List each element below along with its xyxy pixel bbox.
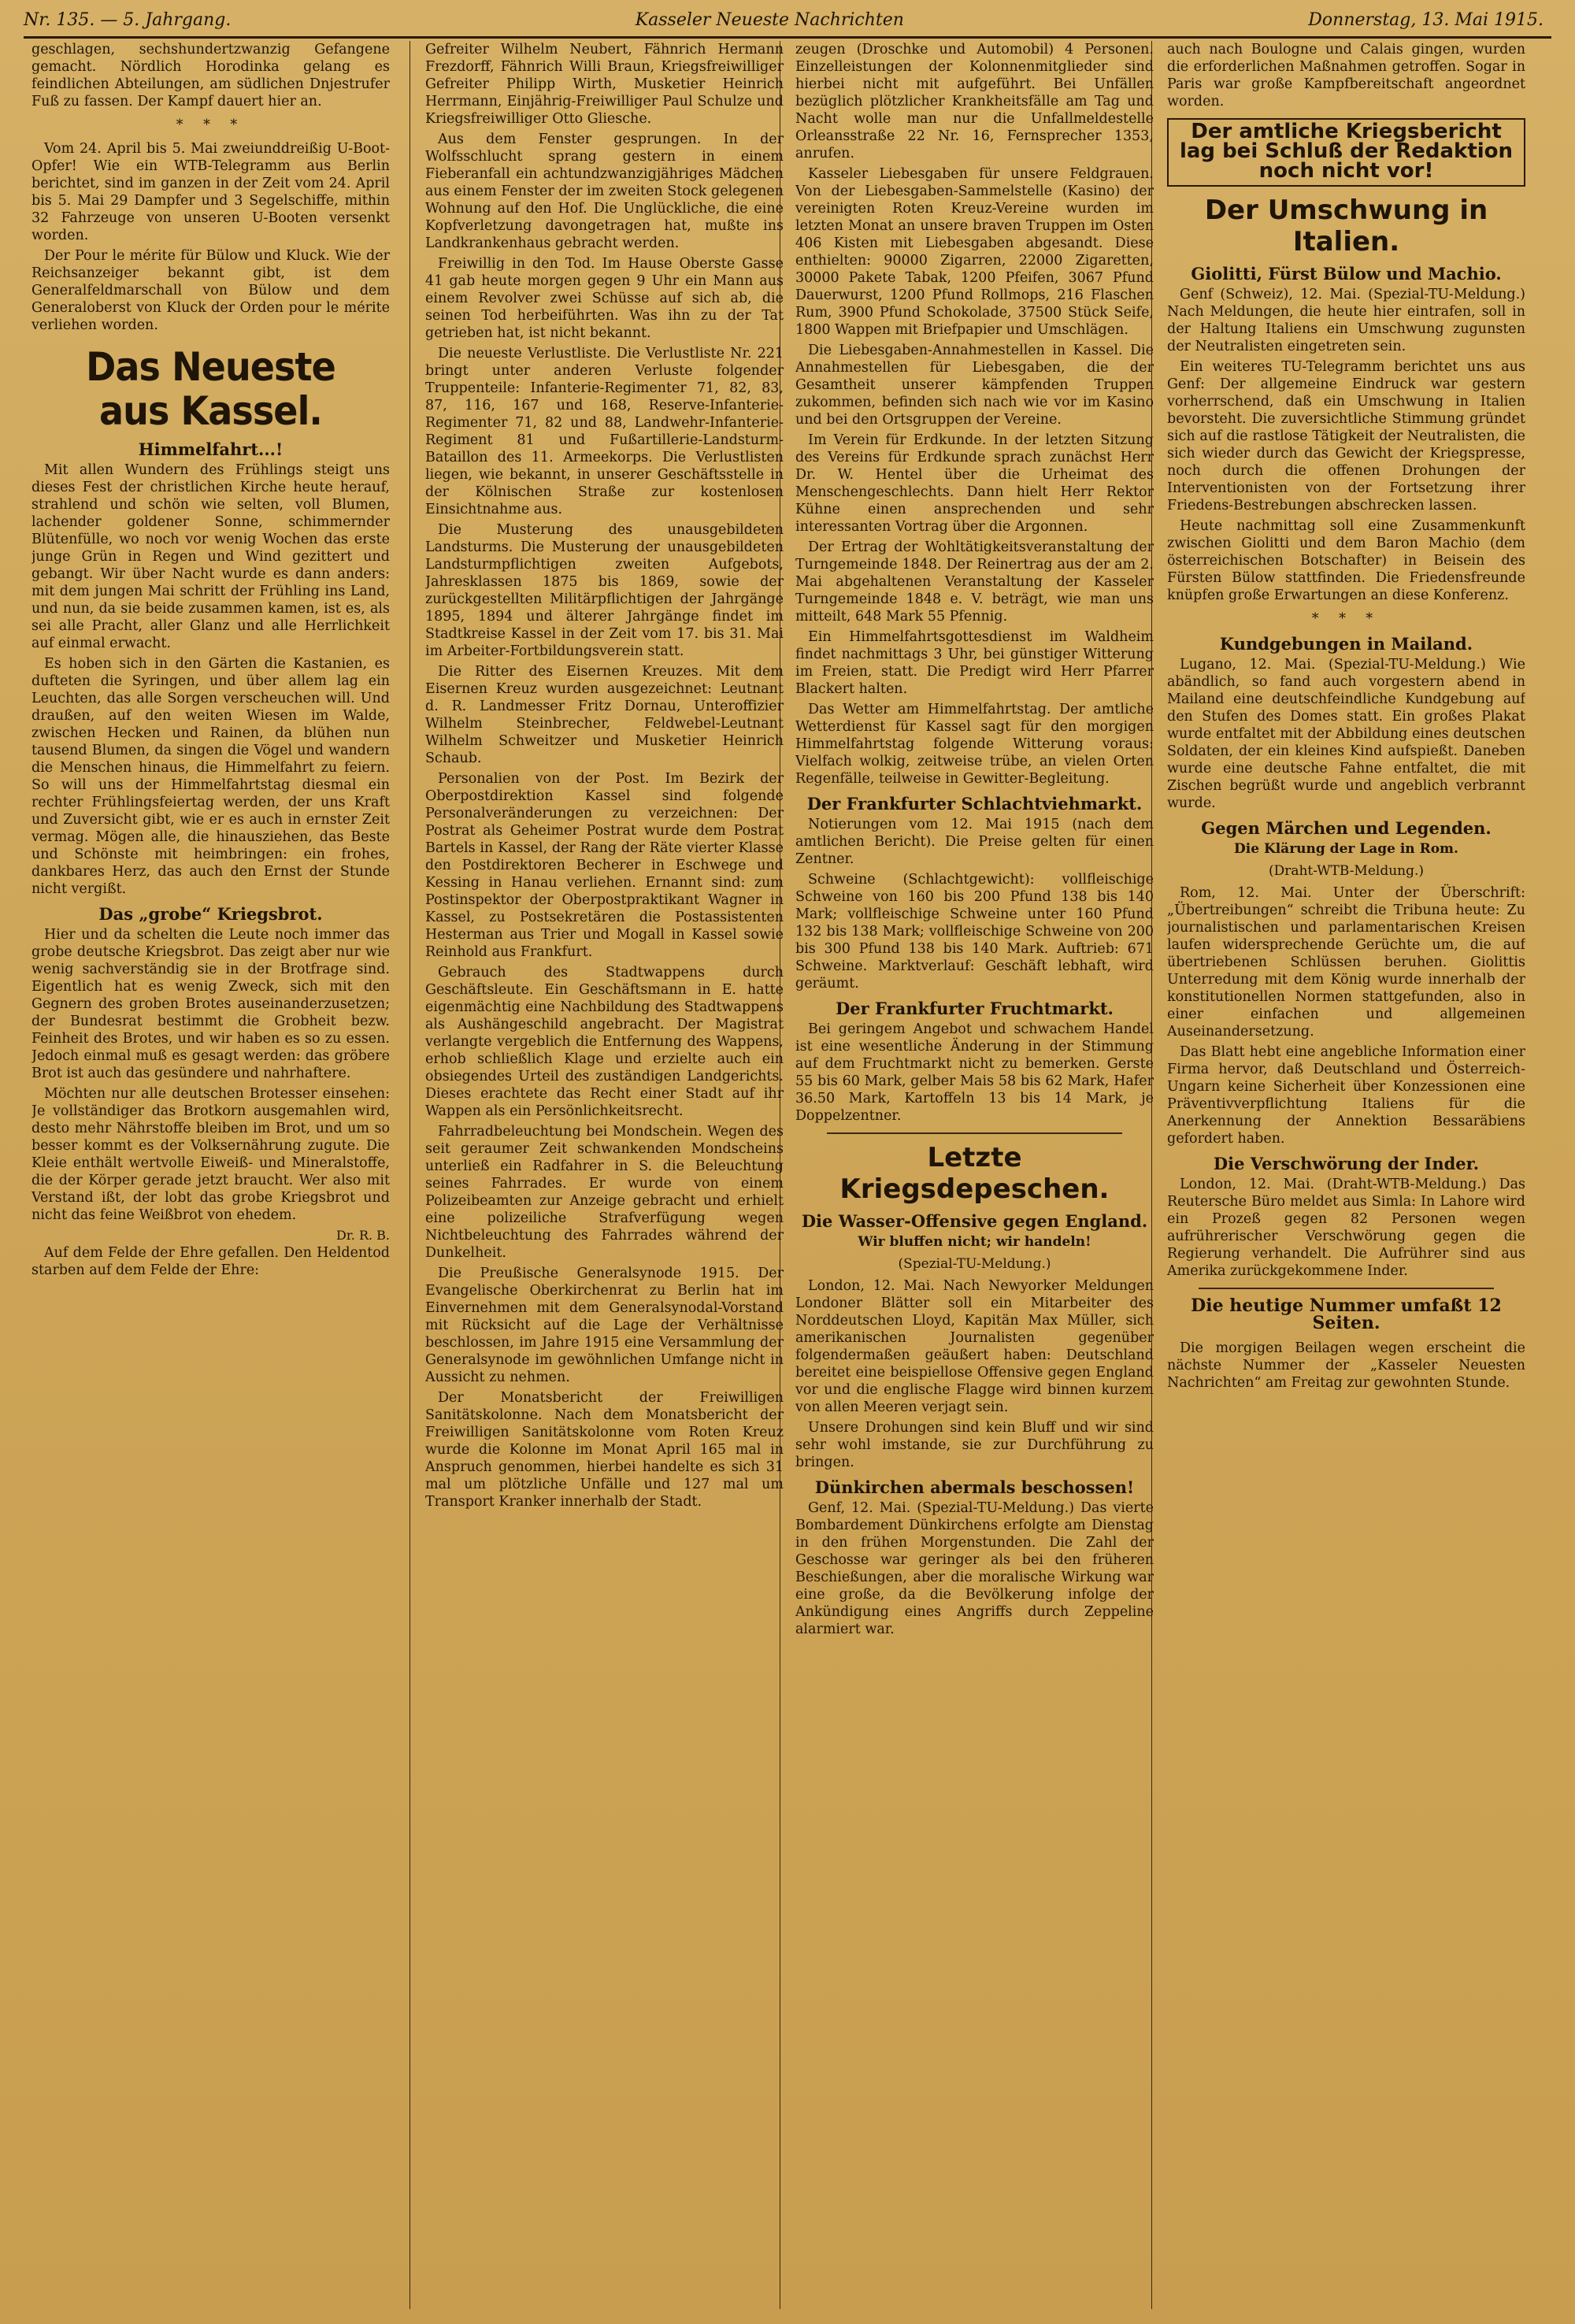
article-title: Gegen Märchen und Legenden. <box>1201 818 1492 838</box>
article-source: (Draht-WTB-Meldung.) <box>1268 863 1425 879</box>
article-title: Himmelfahrt...! <box>138 439 284 459</box>
article-paragraph: Das Blatt hebt eine angebliche Information einer Firma hervor, daß Deutschland und Österreich-Ungarn keine Sicherheit über Konzessionen eine Präventivverpflichtung Italiens für die Anerkennung der Annektion Bessaräbiens gefordert haben. <box>1167 1044 1525 1147</box>
article-paragraph: Die morgigen Beilagen wegen erscheint die nächste Nummer der „Kasseler Neuesten Nachrichten“ am Freitag zur gewohnten Stunde. <box>1167 1340 1525 1391</box>
article-subtitle: Wir bluffen nicht; wir handeln! <box>858 1234 1091 1250</box>
article-paragraph: Lugano, 12. Mai. (Spezial-TU-Meldung.) Wie abändlich, so fand auch vorgestern abend in Mailand eine deutschfeindliche Kundgebung auf den Stufen des Domes statt. Ein großes Plakat wurde entfaltet mit der Abbildung eines deutschen Soldaten, der ein kleines Kind aufspießt. Daneben wurde eine deutsche Fahne entfaltet, die mit Zischen begrüßt wurde und angeblich verbrannt wurde. <box>1167 657 1525 811</box>
article-paragraph: Der Pour le mérite für Bülow und Kluck. Wie der Reichsanzeiger bekannt gibt, ist dem Generalfeldmarschall von Bülow und dem Generaloberst von Kluck der Orden pour le mérite verliehen worden. <box>32 248 390 333</box>
article-paragraph: Hier und da schelten die Leute noch immer das grobe deutsche Kriegsbrot. Das zeigt aber nur wie wenig sachverständig sie in der Brotfrage sind. Eigentlich hat es wenig Zweck, sich mit den Gegnern des groben Brotes auseinanderzusetzen; der Bundesrat bestimmt die Grobheit bezw. Feinheit des Brotes, und wir haben es so zu essen. Jedoch einmal muß es gesagt werden: das gröbere Brot ist auch das gesündere und nahrhaftere. <box>32 927 390 1081</box>
article-paragraph: Die Ritter des Eisernen Kreuzes. Mit dem Eisernen Kreuz wurden ausgezeichnet: Leutnant d. R. Landmesser Fritz Dornau, Unteroffizier Wilhelm Steinbrecher, Feldwebel-Leutnant Wilhelm Schweitzer und Musketier Heinrich Schaub. <box>425 664 784 766</box>
page-count-notice: Die heutige Nummer umfaßt 12 Seiten. <box>1191 1295 1502 1333</box>
notice-text: Der amtliche Kriegsbericht lag bei Schluß der Redaktion noch nicht vor! <box>1179 120 1514 183</box>
article-paragraph: Aus dem Fenster gesprungen. In der Wolfsschlucht sprang gestern in einem Fieberanfall ein achtundzwanzigjähriges Mädchen aus einem Fenster der im zweiten Stock gelegenen Wohnung auf den Hof. Die Unglückliche, die eine Kopfverletzung davongetragen hat, mußte ins Landkrankenhaus gebracht werden. <box>425 132 784 251</box>
separator: * * * <box>176 117 246 133</box>
article-paragraph: Kasseler Liebesgaben für unsere Feldgrauen. Von der Liebesgaben-Sammelstelle (Kasino) der vereinigten Roten Kreuz-Vereine wurden im letzten Monat an unsere braven Truppen im Osten 406 Kisten mit Liebesgaben abgesandt. Diese enthielten: 90000 Zigarren, 22000 Zigaretten, 30000 Pakete Tabak, 1200 Pfeifen, 3067 Pfund Dauerwurst, 1200 Pfund Rollmops, 216 Flaschen Rum, 3900 Pfund Schokolade, 37500 Stück Seife, 1800 Wappen mit Briefpapier und Umschlägen. <box>795 166 1154 338</box>
article-paragraph: Bei geringem Angebot und schwachem Handel ist eine wesentliche Änderung in der Stimmung auf dem Fruchtmarkt nicht zu bemerken. Gerste 55 bis 60 Mark, gelber Mais 58 bis 62 Mark, Hafer 36.50 Mark, Kartoffeln 13 bis 14 Mark, je Doppelzentner. <box>795 1021 1154 1124</box>
article-paragraph: Schweine (Schlachtgewicht): vollfleischige Schweine von 160 bis 200 Pfund 138 bis 140 Mark; vollfleischige Schweine unter 160 Pfund 132 bis 138 Mark; vollfleischige Schweine von 200 bis 300 Pfund 138 bis 140 Mark. Auftrieb: 671 Schweine. Marktverlauf: Geschäft lebhaft, wird geräumt. <box>795 872 1154 991</box>
article-paragraph: Notierungen vom 12. Mai 1915 (nach dem amtlichen Bericht). Die Preise gelten für einen Zentner. <box>795 817 1154 867</box>
article-paragraph: Die Liebesgaben-Annahmestellen in Kassel. Die Annahmestellen für Liebesgaben, die der Gesamtheit unserer kämpfenden Truppen zukommen, befinden sich nach wie vor im Kasino und bei den Ortsgruppen der Vereine. <box>795 343 1154 428</box>
article-paragraph: Genf (Schweiz), 12. Mai. (Spezial-TU-Meldung.) Nach Meldungen, die heute hier eintrafen, soll in der Haltung Italiens ein Umschwung zugunsten der Neutralisten eingetreten sein. <box>1167 287 1525 354</box>
article-paragraph: London, 12. Mai. Nach Newyorker Meldungen Londoner Blätter soll ein Mitarbeiter des Norddeutschen Lloyd, Kapitän Max Müller, sich amerikanischen Journalisten gegenüber folgendermaßen geäußert haben: Deutschland bereitet eine beispiellose Offensive gegen England vor und die englische Flagge wird binnen kurzem von allen Meeren verjagt sein. <box>795 1278 1154 1415</box>
article-paragraph: Im Verein für Erdkunde. In der letzten Sitzung des Vereins für Erdkunde sprach zunächst Herr Dr. W. Hentel über die Urheimat des Menschengeschlechts. Dann hielt Herr Rektor Kühne einen ansprechenden und sehr interessanten Vortrag über die Argonnen. <box>795 432 1154 535</box>
article-title: Der Frankfurter Schlachtviehmarkt. <box>806 794 1143 814</box>
article-paragraph: Heute nachmittag soll eine Zusammenkunft zwischen Giolitti und dem Baron Machio (dem österreichischen Botschafter) in Beisein des Fürsten Bülow stattfinden. Die Friedensfreunde knüpfen große Erwartungen an diese Konferenz. <box>1167 518 1525 603</box>
article-paragraph: Ein Himmelfahrtsgottesdienst im Waldheim findet nachmittags 3 Uhr, bei günstiger Witterung im Freien, statt. Die Predigt wird Herr Pfarrer Blackert halten. <box>795 629 1154 697</box>
article-paragraph: Personalien von der Post. Im Bezirk der Oberpostdirektion Kassel sind folgende Personalveränderungen zu verzeichnen: Der Postrat als Geheimer Postrat wurde dem Postrat Bartels in Kassel, der Rang der Räte vierter Klasse den Postdirektoren Becherer in Eschwege und Kessing in Hanau verliehen. Ernannt sind: zum Postinspektor der Oberpostpraktikant Wagner in Kassel, zu Postsekretären die Postassistenten Hesterman aus Trier und Mogall in Kassel sowie Reinhold aus Frankfurt. <box>425 771 784 960</box>
article-paragraph: London, 12. Mai. (Draht-WTB-Meldung.) Das Reutersche Büro meldet aus Simla: In Lahore wird ein Prozeß gegen 82 Personen wegen aufrührerischer Verschwörung gegen die Regierung verhandelt. Die Aufrührer sind aus Amerika zurückgekommene Inder. <box>1167 1177 1525 1279</box>
article-title: Das „grobe“ Kriegsbrot. <box>98 904 323 924</box>
article-title: Giolitti, Fürst Bülow und Machio. <box>1191 264 1502 284</box>
article-paragraph: Ein weiteres TU-Telegramm berichtet uns aus Genf: Der allgemeine Eindruck war gestern vorherrschend, daß ein Umschwung in Italien bevorsteht. Die zuversichtliche Stimmung gründet sich auf die rastlose Tätigkeit der Neutralisten, die sich wieder durch das Gewicht der Kriegspresse, noch durch die offenen Drohungen der Interventionisten von der Fortsetzung ihrer Friedens-Bestrebungen abschrecken lassen. <box>1167 359 1525 513</box>
article-title: Die Wasser-Offensive gegen England. <box>801 1211 1148 1231</box>
issue-date: Donnerstag, 13. Mai 1915. <box>1308 9 1544 30</box>
article-paragraph: Vom 24. April bis 5. Mai zweiunddreißig U-Boot-Opfer! Wie ein WTB-Telegramm aus Berlin berichtet, sind im ganzen in der Zeit vom 24. April bis 5. Mai 29 Dampfer und 3 Segelschiffe, mithin 32 Fahrzeuge von unseren U-Booten versenkt worden. <box>32 141 390 243</box>
article-paragraph: Fahrradbeleuchtung bei Mondschein. Wegen des seit geraumer Zeit schwankenden Mondscheins unterließ ein Radfahrer in S. die Beleuchtung seines Fahrrades. Er wurde von einem Polizeibeamten zur Anzeige gebracht und erhielt eine polizeiliche Strafverfügung wegen Nichtbeleuchtung des Fahrrades während der Dunkelheit. <box>425 1124 784 1261</box>
paper-title: Kasseler Neueste Nachrichten <box>635 9 904 30</box>
separator: * * * <box>1311 611 1381 627</box>
article-paragraph: Die Musterung des unausgebildeten Landsturms. Die Musterung der unausgebildeten Landsturmpflichtigen zweiten Aufgebots, Jahresklassen 1875 bis 1869, sowie der zurückgestellten Militärpflichtigen der Jahrgänge 1895, 1894 und älterer Jahrgänge findet im Stadtkreise Kassel in der Zeit vom 17. bis 31. Mai im Arbeiter-Fortbildungsverein statt. <box>425 522 784 659</box>
article-paragraph: Das Wetter am Himmelfahrtstag. Der amtliche Wetterdienst für Kassel sagt für den morgigen Himmelfahrtstag folgende Witterung voraus: Vielfach wolkig, zeitweise trübe, an vielen Orten Regenfälle, teilweise in Gewitter-Begleitung. <box>795 702 1154 787</box>
article-paragraph: Gebrauch des Stadtwappens durch Geschäftsleute. Ein Geschäftsmann in E. hatte eigenmächtig eine Nachbildung des Stadtwappens als Aushängeschild angebracht. Der Magistrat verlangte vergeblich die Entfernung des Wappens, erhob schließlich Klage und erzielte auch ein obsiegendes Urteil des zuständigen Landgerichts. Dieses erachtete das Recht einer Stadt auf ihr Wappen als ein Persönlichkeitsrecht. <box>425 965 784 1119</box>
section-heading: Der Umschwung in Italien. <box>1204 195 1488 258</box>
section-heading: Letzte Kriegsdepeschen. <box>839 1142 1110 1205</box>
article-paragraph: Auf dem Felde der Ehre gefallen. Den Heldentod starben auf dem Felde der Ehre: <box>32 1245 390 1278</box>
article-paragraph: zeugen (Droschke und Automobil) 4 Personen. Einzelleistungen der Kolonnenmitglieder sind hierbei nicht mit aufgeführt. Bei Unfällen bezüglich plötzlicher Krankheitsfälle am Tag und Nacht wolle man nur die Unfallmeldestelle Orleansstraße 22 Nr. 16, Fernsprecher 1353, anrufen. <box>795 42 1154 161</box>
article-paragraph: Genf, 12. Mai. (Spezial-TU-Meldung.) Das vierte Bombardement Dünkirchens erfolgte am Dienstag in den frühen Morgenstunden. Die Zahl der Geschosse war geringer als bei den früheren Beschießungen, aber die moralische Wirkung war eine große, da die Bevölkerung infolge der Ankündigung eines Angriffs durch Zeppeline alarmiert war. <box>795 1500 1154 1637</box>
article-paragraph: Der Monatsbericht der Freiwilligen Sanitätskolonne. Nach dem Monatsbericht der Freiwilligen Sanitätskolonne vom Roten Kreuz wurde die Kolonne im Monat April 165 mal in Anspruch genommen, hierbei handelte es sich 31 mal um plötzliche Unfälle und 127 mal um Transport Kranker innerhalb der Stadt. <box>425 1390 784 1510</box>
article-paragraph: Freiwillig in den Tod. Im Hause Oberste Gasse 41 gab heute morgen gegen 9 Uhr ein Mann aus einem Revolver zwei Schüsse auf sich ab, die seinen Tod herbeiführten. Was ihn zu der Tat getrieben hat, ist nicht bekannt. <box>425 256 784 341</box>
article-paragraph: geschlagen, sechshundertzwanzig Gefangene gemacht. Nördlich Horodinka gelang es feindlichen Abteilungen, am südlichen Dnjestrufer Fuß zu fassen. Der Kampf dauert hier an. <box>32 42 390 109</box>
article-title: Der Frankfurter Fruchtmarkt. <box>836 999 1114 1018</box>
article-paragraph: Gefreiter Wilhelm Neubert, Fähnrich Hermann Frezdorff, Fähnrich Willi Braun, Kriegsfreiwilliger Gefreiter Philipp Wirth, Musketier Heinrich Herrmann, Einjährig-Freiwilliger Paul Schulze und Kriegsfreiwilliger Otto Gliesche. <box>425 42 784 127</box>
article-source: (Spezial-TU-Meldung.) <box>898 1256 1051 1272</box>
article-paragraph: Mit allen Wundern des Frühlings steigt uns dieses Fest der christlichen Kirche heute herauf, strahlend und schön wie selten, voll Blumen, lachender goldener Sonne, schimmernder Blütenfülle, wo noch vor wenig Wochen das erste junge Grün in Regen und Wind gezittert und gebangt. Wir über Nacht wurde es dann anders: mit dem jungen Mai schritt der Frühling ins Land, und nun, da sie beide zusammen kamen, ist es, als sei alle Pracht, aller Glanz und alle Herrlichkeit auf einmal erwacht. <box>32 462 390 651</box>
article-title: Kundgebungen in Mailand. <box>1219 634 1473 654</box>
article-paragraph: Möchten nur alle deutschen Brotesser einsehen: Je vollständiger das Brotkorn ausgemahlen wird, desto mehr Nährstoffe bleiben im Brot, und um so besser kommt es der Volksernährung zugute. Die Kleie enthält wertvolle Eiweiß- und Mineralstoffe, die der Körper gerade jetzt braucht. Wer also mit Verstand ißt, der lobt das grobe Kriegsbrot und nicht das feine Weißbrot von ehedem. <box>32 1086 390 1223</box>
column-1 <box>32 41 390 1282</box>
section-heading: Das Neueste aus Kassel. <box>86 344 335 434</box>
issue-number: Nr. 135. — 5. Jahrgang. <box>24 9 232 30</box>
column-3 <box>795 41 1154 1641</box>
column-4 <box>1167 41 1525 1395</box>
article-paragraph: Unsere Drohungen sind kein Bluff und wir sind sehr wohl imstande, sie zur Durchführung zu bringen. <box>795 1420 1154 1470</box>
article-paragraph: Es hoben sich in den Gärten die Kastanien, es dufteten die Syringen, und über allem lag ein Leuchten, das alle Sorgen verscheuchen will. Und draußen, auf den weiten Wiesen im Walde, zwischen Hecken und Rainen, da blühen nun tausend Blumen, da singen die Vögel und wandern die Menschen hinaus, die Himmelfahrt zu feiern. So will uns der Himmelfahrtstag diesmal ein rechter Frühlingsfeiertag werden, der uns Kraft und Zuversicht gibt, wie er es auch in ernster Zeit vermag. Mögen alle, die hinausziehen, das Beste und Schönste mit heimbringen: ein frohes, dankbares Herz, das auch den Ernst der Stunde nicht vergißt. <box>32 656 390 897</box>
article-subtitle: Die Klärung der Lage in Rom. <box>1234 841 1458 857</box>
divider <box>827 1132 1122 1134</box>
header-rule <box>24 36 1551 39</box>
article-title: Die Verschwörung der Inder. <box>1213 1154 1480 1173</box>
column-2 <box>425 41 784 1514</box>
article-signature: Dr. R. B. <box>336 1228 390 1243</box>
masthead <box>24 5 1544 35</box>
article-title: Dünkirchen abermals beschossen! <box>814 1477 1135 1497</box>
article-paragraph: Der Ertrag der Wohltätigkeitsveranstaltung der Turngemeinde 1848. Der Reinertrag aus der am 2. Mai abgehaltenen Veranstaltung der Kasseler Turngemeinde 1848 e. V. beträgt, wie man uns mitteilt, 648 Mark 55 Pfennig. <box>795 539 1154 625</box>
notice-box <box>1167 118 1525 187</box>
article-paragraph: Die neueste Verlustliste. Die Verlustliste Nr. 221 bringt unter anderen Verluste folgender Truppenteile: Infanterie-Regimenter 71, 82, 83, 87, 116, 167 und 168, Reserve-Infanterie-Regimenter 71, 82 und 88, Landwehr-Infanterie-Regiment 81 und Fußartillerie-Landsturm-Bataillon des 11. Armeekorps. Die Verlustlisten liegen, wie bekannt, in unserer Geschäftsstelle in der Kölnischen Straße zur kostenlosen Einsichtnahme aus. <box>425 346 784 517</box>
divider <box>1199 1288 1494 1289</box>
article-paragraph: Rom, 12. Mai. Unter der Überschrift: „Übertreibungen“ schreibt die Tribuna heute: Zu journalistischen und parlamentarischen Kreisen laufen widersprechende Gerüchte um, die auf übertriebenen Schlüssen beruhen. Giolittis Unterredung mit dem König wurde innerhalb der konstitutionellen Normen stattgefunden, also in einer einfachen und allgemeinen Auseinandersetzung. <box>1167 885 1525 1040</box>
article-paragraph: Die Preußische Generalsynode 1915. Der Evangelische Oberkirchenrat zu Berlin hat im Einvernehmen mit dem Generalsynodal-Vorstand mit Rücksicht auf die Lage der Verhältnisse beschlossen, im Jahre 1915 eine Versammlung der Generalsynode im gewöhnlichen Umfange nicht in Aussicht zu nehmen. <box>425 1266 784 1385</box>
article-paragraph: auch nach Boulogne und Calais gingen, wurden die erforderlichen Maßnahmen getroffen. Sogar in Paris war große Kampfbereitschaft angeordnet worden. <box>1167 42 1525 109</box>
